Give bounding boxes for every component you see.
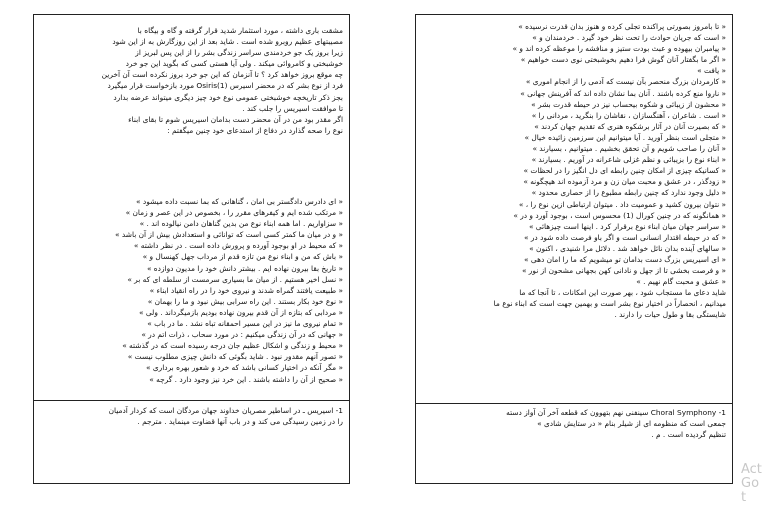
poem-line: « ای دادرس دادگستر بی امان ، گناهانی که بما نسبت داده میشود » [136,197,343,206]
footnote-line: را در زمین رسیدگی می کند و در باب آنها قضاوت مینماید . مترجم . [137,417,343,427]
poem-line: « است . شاعران ، آهنگسازان ، نقاشان را بنگرید ، مردانی را » [531,110,726,120]
poem-line: « طبیعت یافتند گمراه شدند و نیروی خود را در راه انقیاد ابناء » [149,285,343,295]
right-footnote [422,407,726,440]
poem-line: « ای اسیریس بزرگ دست بدامان تو میشویم که ما را امان دهی » [524,254,726,264]
poem-line: « همانگونه که در چنین کورال (1) محسوس است ، بوجود آورد و در » [513,210,726,220]
text-line: بجز ذکر تاریخچه خوشبختی عمومی نوع خود چیز دیگری میتواند عرضه بدارد [113,92,343,102]
poem-line: « جهانی که در آن زندگی میکنیم : در مورد سحاب ، ذرات اتم در » [141,330,343,340]
poem-line: « دلیل وجود ندارد که چنین رابطه مطبوع را از حصاری محدود » [531,188,726,198]
poem-line: « و فرصت بخشی تا از جهل و نادانی کهن بجهانی مشحون از نور » [521,266,726,276]
poem-line: « باش که من و ابناء نوع من تازه قدم از مرداب جهل کهنسال و » [142,252,343,262]
text-line: میدانیم ، انحصاراً در اختیار نوع بشر است و بهمین جهت است که ابناء نوع ما [493,299,726,309]
poem-line: « سزاواریم . اما همه ابناء نوع من بدین گناهان دامن نیالوده اند . » [139,219,343,229]
footnote-line: تنظیم گردیده است . م . [651,430,726,440]
poem-line: « تا بامروز بصورتی پراکنده تجلی کرده و هنوز بدان قدرت نرسیده » [518,22,726,31]
left-poem-text [40,196,343,385]
left-body-text [40,25,343,136]
right-page [415,14,733,484]
poem-line: « نتوان بیرون کشید و عمومیت داد . میتوان ارتباطی ازین نوع را ، » [518,199,726,209]
footnote-divider [34,400,349,401]
text-line: مصیبتهای عظیم روبرو شده است . شاید بعد از این روزگارش به از این شود [112,37,343,47]
poem-line: « تمام نیروی ما نیز در این مسیر احمقانه تباه نشد . ما در باب » [147,319,343,329]
right-body-text [422,21,726,321]
text-line: نوع را صحه گذارد در دفاع از استدعای خود چنین میگفتم : [167,125,343,135]
left-page [33,14,350,484]
footnote-line: 1- اسیریس ـ در اساطیر مصریان خداوند جهان مردگان است که کردار آدمیان [108,406,343,415]
poem-line: « سراسر جهان میان ابناء نوع برقرار کرد . اینها است چیزهائی » [528,221,726,231]
text-line: اگر مقدر بود من در آن محضر دست بدامان اسیریس شوم تا بقای ابناء [128,114,343,124]
footnote-line: جمعی است که منظومه ای از شیلر بنام « در ستایش شادی » [537,419,726,429]
text-line: مشقت باری داشته ، مورد استثمار شدید قرار گرفته و گاه و بیگاه با [137,26,343,35]
poem-line: « زودگذر ، در عشق و محبت میان زن و مرد آزموده اند هیچگونه » [523,177,726,187]
poem-line: « ناروا منع کرده باشند . آنان بما نشان داده اند که آفرینش جهانی » [520,88,726,98]
poem-line: « اگر ما بگفتار آنان گوش فرا دهیم بخوشبختی نوی دست خواهیم » [520,55,726,65]
text-line: خوشبختی و کامروائی میکند . ولی آیا هستی کسی که بگوید این جو خرد [125,59,343,69]
poem-line: « ابناء نوع را بزیبائی و نظم غزلی شاعرانه در آوریم . بسیارند » [531,155,726,165]
poem-line: « محیط و زندگی و اشکال عظیم جان درجه رسیده است که در گذشته » [122,341,343,351]
text-line: فرد از نوع بشر که در محضر اسیرس Osiris(1) مورد بازخواست قرار میگیرد [107,81,343,91]
poem-line: « آنان را صاحب شویم و آن تحقق بخشیم . میتوانیم ، بسیارند » [532,144,726,154]
poem-line: « مرتکب شده ایم و کیفرهای مقرر را ، بخصوص در این عصر و زمان » [125,208,343,218]
poem-line: « تصور آنهم مقدور نبود . شاید بگوئی که دانش چیزی مطلوب نیست » [127,352,343,362]
poem-line: « محشون از زیبائی و شکوه بیحساب نیز در حیطه قدرت بشر » [531,99,726,109]
text-line: زیرا بروز یک جو خردمندی سراسر زندگی بشر را از این پس لبریز از [135,48,343,58]
poem-line: « سالهای آینده بدان نائل خواهد شد . دلائل مرا شنیدی ، اکنون » [529,243,726,253]
poem-line: « عشق و محبت گام نهیم . » [636,277,726,287]
poem-line: « پیامبران بیهوده و عبث بودت ستیز و منافشه را موعظه کرده اند و » [512,44,726,54]
poem-line: « و در میان ما کمتر کسی است که توانائی و استعدادش بیش از آن باشد » [115,230,343,240]
poem-line: « که بصیرت آنان در آثار برشکوه هنری که تقدیم جهان کردند » [534,121,726,131]
footnote-divider [416,403,732,404]
text-line: شاید دعای ما مستجاب شود ، بهر صورت این امکانات ، تا آنجا که ما [519,288,726,298]
watermark-line: Go t [741,476,760,505]
activation-watermark [741,463,768,505]
poem-line: « صحیح از آن را داشته باشند . این خرد نیز وجود دارد . گرچه » [149,374,343,384]
poem-line: « کسانیکه چیزی از امکان چنین رابطه ای دل انگیز را در لحظات » [523,166,726,176]
poem-line: « مردابی که بتازه از آن قدم بیرون نهاده بودیم بازمیگرداند . ولی » [139,307,343,317]
watermark-line: Act [741,462,762,477]
poem-line: « یافت » [697,66,726,76]
poem-line: « نسل اخیر هستیم . از میان ما بسیاری سرمست از سلطه ای که بر » [127,274,343,284]
poem-line: « که محیط در او بوجود آورده و پرورش داده است . در نظر داشته » [133,241,343,251]
poem-line: « است که جریان حوادث را تحت نظر خود گیرد . خردمندان و » [532,33,726,43]
poem-line: « متجلی است بنظر آورید . آیا میتوانیم این سرزمین زائیده خیال » [524,132,726,142]
footnote-line: 1- Choral Symphony سینفنی نهم بتهوون که قطعه آخر آن آواز دسته [506,408,726,417]
text-line: شایستگی بقا و طول حیات را دارند . [614,310,726,320]
poem-line: « کارمردان بزرگ منحصر بآن نیست که آدمی را از انجام اموری » [525,77,726,87]
poem-line: « مگر آنکه در اختیار کسانی باشد که خرد و شعور بهره برداری » [146,363,343,373]
poem-line: « نوع خود بکار بستند . این راه سرابی بیش نبود و ما را بهمان » [147,296,343,306]
poem-line: « که در حیطه اقتدار انسانی است و اگر باو فرصت داده شود در » [523,232,726,242]
text-line: چه موقع بروز خواهد کرد ؟ تا آنزمان که این جو خرد بروز نکرده است آن آخرین [101,70,343,80]
text-line: تا موافقت اسیریس را جلب کند . [242,103,343,113]
poem-line: « تاریخ بقا بیرون نهاده ایم . بیشتر دانش خود را مدیون دوازده » [146,263,343,273]
left-footnote [40,405,343,427]
